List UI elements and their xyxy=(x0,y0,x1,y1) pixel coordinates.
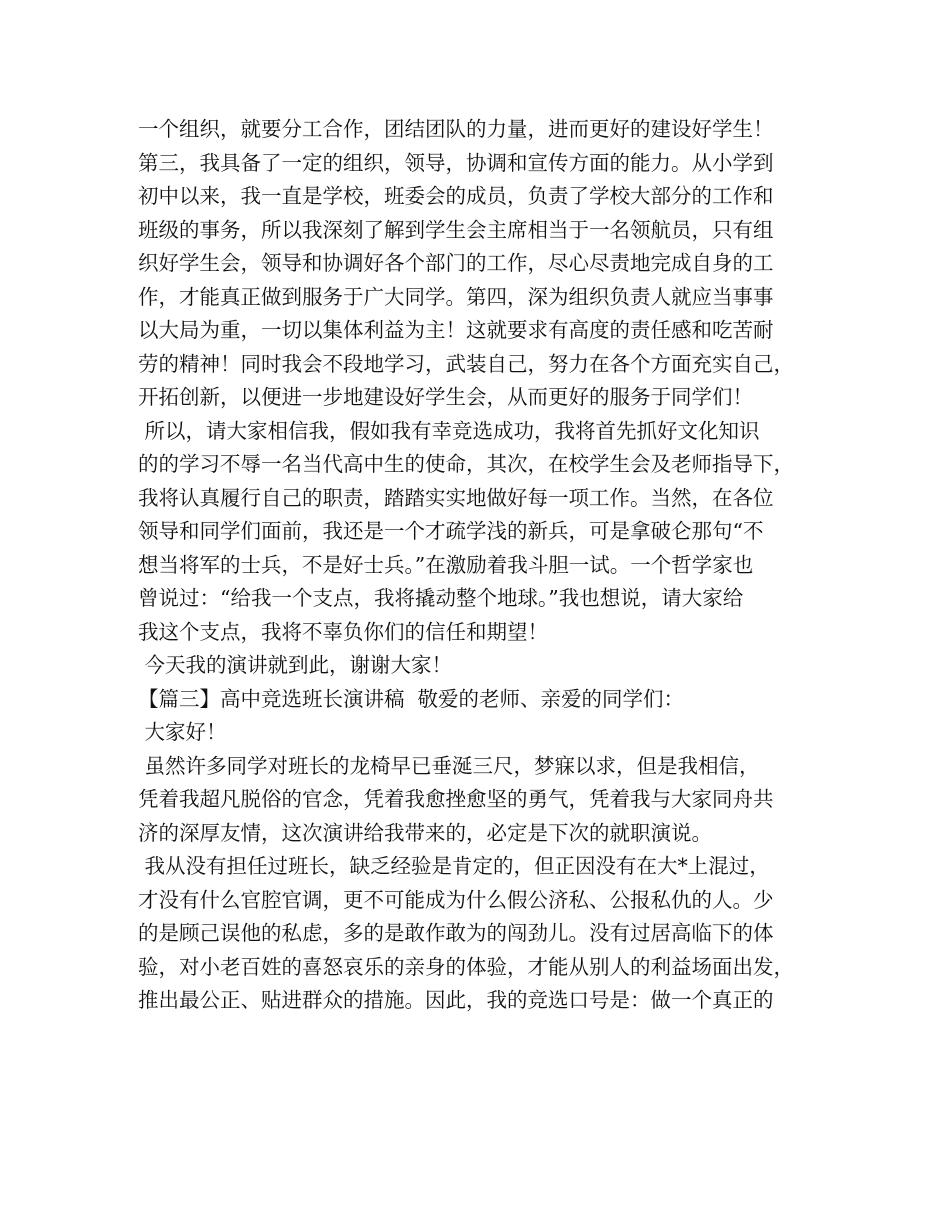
body-text xyxy=(138,113,828,1018)
text-line: 才没有什么官腔官调，更不可能成为什么假公济私、公报私仇的人。少 xyxy=(138,887,774,912)
text-line: 济的深厚友情，这次演讲给我带来的，必定是下次的就职演说。 xyxy=(138,820,712,845)
text-line: 的的学习不辱一名当代高中生的使命，其次，在校学生会及老师指导下， xyxy=(138,452,794,476)
text-line: 今天我的演讲就到此，谢谢大家！ xyxy=(138,653,453,677)
text-line: 织好学生会，领导和协调好各个部门的工作，尽心尽责地完成自身的工 xyxy=(138,251,774,275)
text-line: 领导和同学们面前，我还是一个才疏学浅的新兵，可是拿破仑那句“不 xyxy=(138,519,764,543)
text-line: 凭着我超凡脱俗的官念，凭着我愈挫愈坚的勇气，凭着我与大家同舟共 xyxy=(138,787,774,811)
text-line: 以大局为重，一切以集体利益为主！这就要求有高度的责任感和吃苦耐 xyxy=(138,318,774,342)
text-line: 开拓创新，以便进一步地建设好学生会，从而更好的服务于同学们！ xyxy=(138,385,753,409)
text-line: 推出最公正、贴进群众的措施。因此，我的竞选口号是：做一个真正的 xyxy=(138,988,774,1012)
text-line: 我从没有担任过班长，缺乏经验是肯定的，但正因没有在大*上混过， xyxy=(138,854,770,878)
text-line: 虽然许多同学对班长的龙椅早已垂涎三尺，梦寐以求，但是我相信， xyxy=(138,753,760,778)
text-line: 的是顾己误他的私虑，多的是敢作敢为的闯劲儿。没有过居高临下的体 xyxy=(138,921,774,945)
text-line: 班级的事务，所以我深刻了解到学生会主席相当于一名领航员，只有组 xyxy=(138,217,774,242)
text-line: 曾说过：“给我一个支点，我将撬动整个地球。”我也想说，请大家给 xyxy=(138,586,744,610)
text-line: 一个组织，就要分工合作，团结团队的力量，进而更好的建设好学生！ xyxy=(138,117,774,141)
text-line: 验，对小老百姓的喜怒哀乐的亲身的体验，才能从别人的利益场面出发， xyxy=(138,954,794,979)
text-line: 所以，请大家相信我，假如我有幸竞选成功，我将首先抓好文化知识 xyxy=(138,418,760,443)
text-line: 我将认真履行自己的职责，踏踏实实地做好每一项工作。当然，在各位 xyxy=(138,485,774,510)
text-line: 初中以来，我一直是学校，班委会的成员，负责了学校大部分的工作和 xyxy=(138,184,774,208)
text-line: 我这个支点，我将不辜负你们的信任和期望！ xyxy=(138,619,548,644)
text-line: 大家好！ xyxy=(138,720,227,744)
text-line: 第三，我具备了一定的组织，领导，协调和宣传方面的能力。从小学到 xyxy=(138,150,774,175)
text-line: 作，才能真正做到服务于广大同学。第四，深为组织负责人就应当事事 xyxy=(138,284,774,309)
text-line: 劳的精神！同时我会不段地学习，武装自己，努力在各个方面充实自己， xyxy=(138,351,794,376)
section-heading-line: 【篇三】高中竞选班长演讲稿 敬爱的老师、亲爱的同学们： xyxy=(138,686,685,711)
text-line: 想当将军的士兵，不是好士兵。”在激励着我斗胆一试。一个哲学家也 xyxy=(138,552,754,577)
